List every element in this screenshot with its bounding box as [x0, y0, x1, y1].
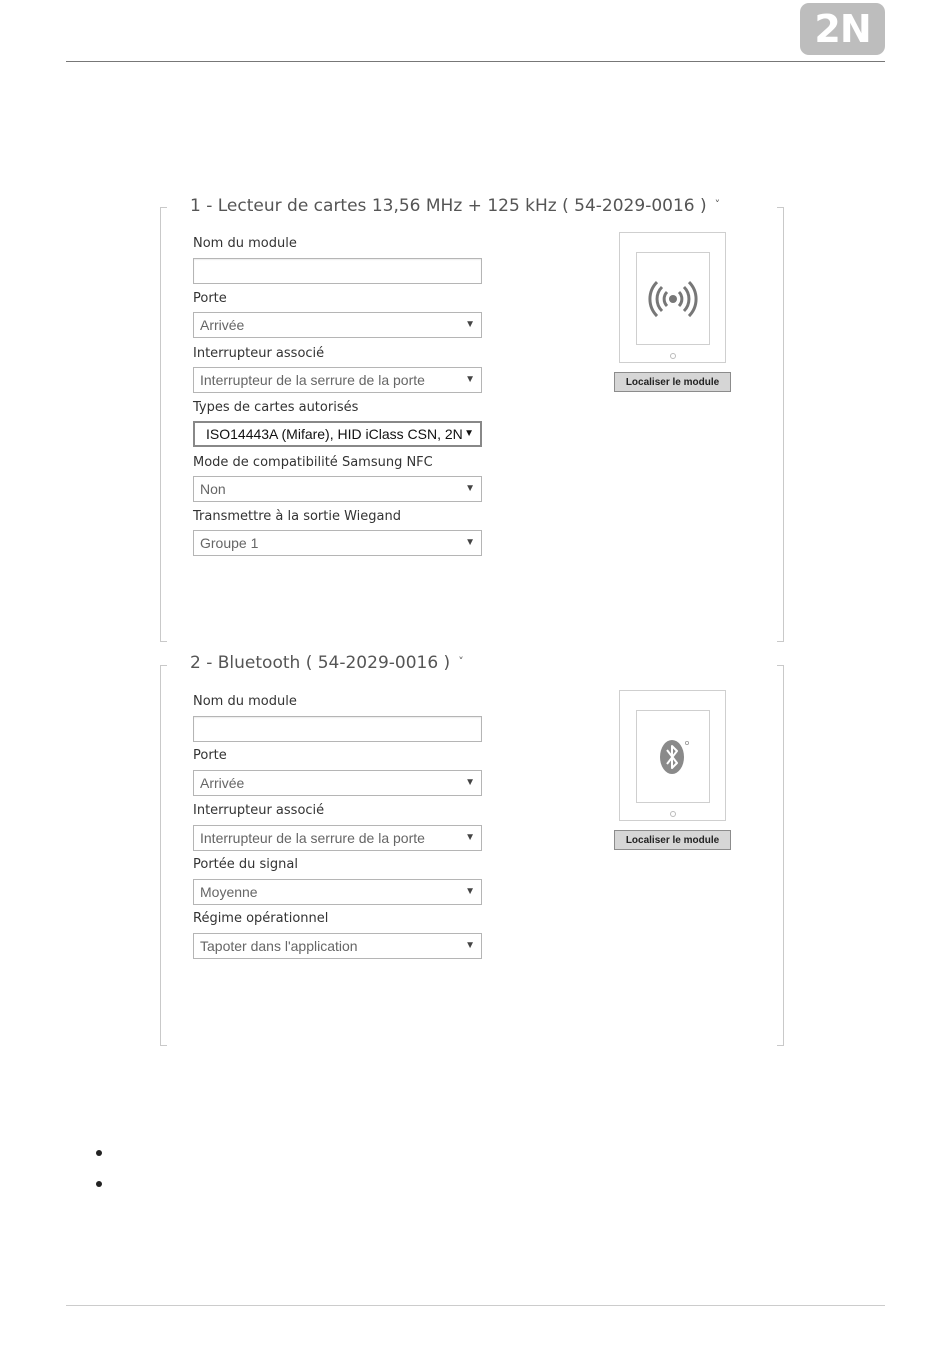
dropdown-arrow-icon: ▼ [465, 374, 475, 385]
section-bracket-right [777, 207, 784, 642]
rfid-signal-icon [637, 253, 709, 344]
device-screen [636, 710, 710, 803]
switch-label: Interrupteur associé [193, 346, 325, 361]
operating-mode-select[interactable] [193, 933, 482, 959]
bullet-list [96, 1150, 102, 1212]
chevron-down-icon[interactable]: ˅ [714, 198, 721, 211]
card-types-label: Types de cartes autorisés [193, 400, 359, 415]
module-device-image [619, 690, 726, 821]
dropdown-arrow-icon: ▼ [464, 428, 474, 439]
door-label: Porte [193, 291, 227, 306]
section-title[interactable] [190, 196, 720, 216]
footer-rule [66, 1305, 885, 1306]
device-button-dot [670, 353, 676, 359]
door-select[interactable] [193, 312, 482, 338]
module-name-input[interactable] [193, 258, 482, 284]
device-screen [636, 252, 710, 345]
header-rule [66, 61, 885, 62]
dropdown-arrow-icon: ▼ [465, 537, 475, 548]
dropdown-arrow-icon: ▼ [465, 483, 475, 494]
switch-select[interactable] [193, 825, 482, 851]
wiegand-label: Transmettre à la sortie Wiegand [193, 509, 402, 524]
list-bullet [96, 1181, 102, 1187]
switch-select-value: Interrupteur de la serrure de la porte [200, 830, 425, 846]
door-select[interactable] [193, 770, 482, 796]
section-bracket-left [160, 665, 167, 1046]
module-section-card-reader [160, 194, 784, 642]
locate-module-button[interactable]: Localiser le module [614, 830, 731, 850]
section-bracket-right [777, 665, 784, 1046]
dropdown-arrow-icon: ▼ [465, 940, 475, 951]
wiegand-select-value: Groupe 1 [200, 535, 259, 551]
card-types-select[interactable] [193, 421, 482, 447]
list-bullet [96, 1150, 102, 1156]
section-title-text: 1 - Lecteur de cartes 13,56 MHz + 125 kHz ( 54-2029-0016 ) [190, 196, 707, 216]
logo-text: 2N [814, 7, 871, 51]
section-bracket-left [160, 207, 167, 642]
dropdown-arrow-icon: ▼ [465, 832, 475, 843]
device-button-dot [670, 811, 676, 817]
card-types-select-value: ISO14443A (Mifare), HID iClass CSN, 2N [206, 426, 463, 442]
signal-range-select-value: Moyenne [200, 884, 258, 900]
module-device-image [619, 232, 726, 363]
signal-range-select[interactable] [193, 879, 482, 905]
section-title[interactable] [190, 653, 464, 673]
samsung-nfc-label: Mode de compatibilité Samsung NFC [193, 455, 433, 470]
module-section-bluetooth [160, 652, 784, 1046]
dropdown-arrow-icon: ▼ [465, 777, 475, 788]
wiegand-select[interactable] [193, 530, 482, 556]
locate-module-button[interactable]: Localiser le module [614, 372, 731, 392]
door-select-value: Arrivée [200, 775, 245, 791]
dropdown-arrow-icon: ▼ [465, 886, 475, 897]
samsung-nfc-select[interactable] [193, 476, 482, 502]
operating-mode-label: Régime opérationnel [193, 911, 329, 926]
dropdown-arrow-icon: ▼ [465, 319, 475, 330]
signal-range-label: Portée du signal [193, 857, 298, 872]
switch-select-value: Interrupteur de la serrure de la porte [200, 372, 425, 388]
bluetooth-icon [637, 711, 709, 802]
switch-label: Interrupteur associé [193, 803, 325, 818]
module-name-label: Nom du module [193, 236, 297, 251]
chevron-down-icon[interactable]: ˅ [458, 655, 464, 668]
door-label: Porte [193, 748, 227, 763]
samsung-nfc-select-value: Non [200, 481, 226, 497]
brand-logo [800, 3, 885, 55]
module-name-label: Nom du module [193, 694, 297, 709]
operating-mode-select-value: Tapoter dans l'application [200, 938, 358, 954]
door-select-value: Arrivée [200, 317, 245, 333]
section-title-text: 2 - Bluetooth ( 54-2029-0016 ) [190, 653, 451, 673]
module-name-input[interactable] [193, 716, 482, 742]
switch-select[interactable] [193, 367, 482, 393]
